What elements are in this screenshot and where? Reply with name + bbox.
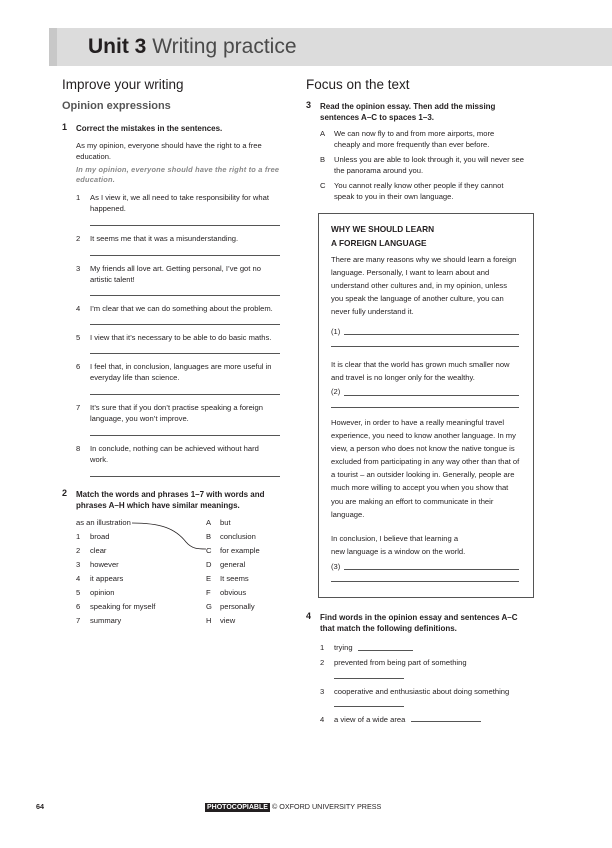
exercise-1-instruction: Correct the mistakes in the sentences. — [76, 124, 223, 133]
match-right-item: C for example — [206, 546, 260, 555]
gap-2-label: (2) — [331, 387, 341, 396]
answer-line[interactable] — [90, 353, 280, 354]
match-right-item: B conclusion — [206, 532, 256, 541]
match-right-item: G personally — [206, 602, 255, 611]
essay-title-line2: A FOREIGN LANGUAGE — [331, 238, 427, 248]
match-right-item: A but — [206, 518, 231, 527]
page-number: 64 — [36, 802, 44, 811]
gap-1-label: (1) — [331, 327, 341, 336]
match-right-item: H view — [206, 616, 236, 625]
exercise-4-number: 4 — [306, 611, 312, 621]
answer-line[interactable] — [90, 476, 280, 477]
match-left-item: 6 speaking for myself — [76, 602, 156, 611]
answer-line[interactable] — [411, 721, 481, 722]
exercise-3-number: 3 — [306, 100, 312, 110]
gap-3-line[interactable] — [331, 581, 519, 582]
match-left-item: 1 broad — [76, 532, 110, 541]
answer-line[interactable] — [90, 225, 280, 226]
match-left-item: 2 clear — [76, 546, 107, 555]
essay-paragraph-2: It is clear that the world has grown much smaller now and travel is no longer only for the wealthy. — [331, 360, 510, 383]
essay-paragraph-1: There are many reasons why we should learn a foreign language. Personally, I want to learn about and understand other cultures and, in my opinion, unless you speak the language of another culture, you can never fully understand it. — [331, 255, 517, 317]
match-left-item: 4 it appears — [76, 574, 124, 583]
answer-line[interactable] — [90, 324, 280, 325]
section-title-focus: Focus on the text — [306, 77, 410, 92]
exercise-3-instruction: Read the opinion essay. Then add the missing sentences A–C to spaces 1–3. — [320, 102, 496, 122]
unit-header-edge — [49, 28, 57, 66]
essay-title-line1: WHY WE SHOULD LEARN — [331, 224, 435, 234]
match-right-item: E It seems — [206, 574, 249, 583]
photocopiable-badge: PHOTOCOPIABLE — [207, 804, 268, 811]
essay-paragraph-4: In conclusion, I believe that learning a new language is a window on the world. — [331, 534, 466, 557]
answer-line[interactable] — [90, 295, 280, 296]
answer-line[interactable] — [334, 678, 404, 679]
match-left-item: 7 summary — [76, 616, 122, 625]
match-right-item: F obvious — [206, 588, 247, 597]
essay-paragraph-3: However, in order to have a really meaningful travel experience, you need to know another language. In my view, a person who does not know the native tongue is excluded from participating in any way other than that of a tourist – an outsider looking in. Generally, people are much more willing to accept you when you show that you are making an effort to communicate in their language. — [331, 418, 520, 519]
gap-1-line[interactable] — [344, 334, 519, 335]
page-title — [88, 34, 297, 60]
answer-line[interactable] — [90, 394, 280, 395]
exercise-2-number: 2 — [62, 488, 68, 498]
subsection-title-opinion: Opinion expressions — [62, 100, 171, 112]
exercise-2-example-left: as an illustration — [76, 518, 131, 527]
exercise-4-instruction: Find words in the opinion essay and sentences A–C that match the following definitions. — [320, 613, 518, 633]
section-title-improve: Improve your writing — [62, 77, 184, 92]
match-left-item: 5 opinion — [76, 588, 115, 597]
gap-3-line[interactable] — [344, 569, 519, 570]
match-right-item: D general — [206, 560, 246, 569]
gap-2-line[interactable] — [331, 407, 519, 408]
exercise-1-example-answer: In my opinion, everyone should have the right to a free education. — [76, 165, 280, 184]
answer-line[interactable] — [358, 650, 413, 651]
unit-number: Unit 3 — [88, 35, 147, 58]
exercise-1-example: As my opinion, everyone should have the right to a free education. — [76, 141, 262, 161]
exercise-2-instruction: Match the words and phrases 1–7 with words and phrases A–H which have similar meanings. — [76, 490, 265, 510]
exercise-1-number: 1 — [62, 122, 68, 132]
match-left-item: 3 however — [76, 560, 119, 569]
answer-line[interactable] — [90, 435, 280, 436]
unit-title-text: Writing practice — [152, 35, 297, 58]
publisher-text: © OXFORD UNIVERSITY PRESS — [271, 802, 382, 811]
gap-2-line[interactable] — [344, 395, 519, 396]
answer-line[interactable] — [90, 255, 280, 256]
answer-line[interactable] — [334, 706, 404, 707]
footer-copyright — [205, 802, 381, 811]
gap-3-label: (3) — [331, 562, 341, 571]
gap-1-line[interactable] — [331, 346, 519, 347]
